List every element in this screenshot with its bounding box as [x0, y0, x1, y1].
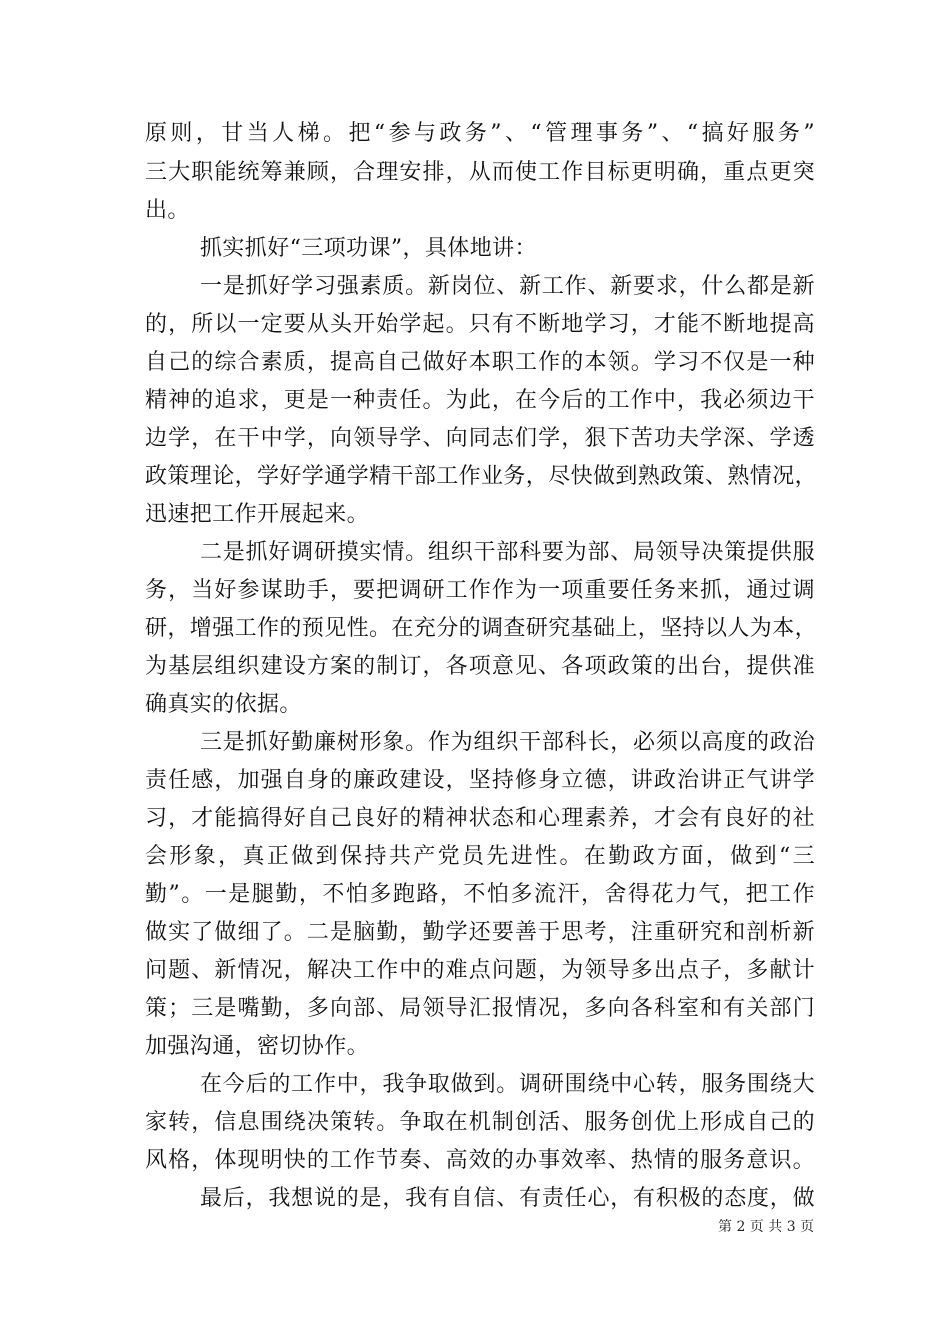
text-line: 为基层组织建设方案的制订，各项意见、各项政策的出台，提供准 — [145, 654, 815, 679]
text-line: 一是抓好学习强素质。新岗位、新工作、新要求，什么都是新 — [200, 274, 815, 299]
text-line: 的，所以一定要从头开始学起。只有不断地学习，才能不断地提高 — [145, 312, 815, 337]
text-line: 边学，在干中学，向领导学、向同志们学，狠下苦功夫学深、学透 — [145, 426, 815, 451]
text-line: 原则，甘当人梯。把“参与政务”、“管理事务”、“搞好服务” — [145, 121, 815, 146]
text-line: 务，当好参谋助手，要把调研工作作为一项重要任务来抓，通过调 — [145, 578, 815, 603]
text-line: 精神的追求，更是一种责任。为此，在今后的工作中，我必须边干 — [145, 388, 815, 413]
text-line: 问题、新情况，解决工作中的难点问题，为领导多出点子，多献计 — [145, 958, 815, 983]
text-line: 研，增强工作的预见性。在充分的调查研究基础上，坚持以人为本， — [145, 616, 818, 641]
text-line: 抓实抓好“三项功课”，具体地讲： — [200, 236, 537, 261]
text-line: 会形象，真正做到保持共产党员先进性。在勤政方面，做到“三 — [145, 844, 815, 869]
text-line: 策；三是嘴勤，多向部、局领导汇报情况，多向各科室和有关部门 — [145, 996, 815, 1021]
text-line: 迅速把工作开展起来。 — [145, 502, 370, 527]
text-line: 三大职能统筹兼顾，合理安排，从而使工作目标更明确，重点更突 — [145, 160, 815, 185]
text-line: 家转，信息围绕决策转。争取在机制创活、服务创优上形成自己的 — [145, 1110, 815, 1135]
text-line: 在今后的工作中，我争取做到。调研围绕中心转，服务围绕大 — [200, 1072, 815, 1097]
text-line: 勤”。一是腿勤，不怕多跑路，不怕多流汗，舍得花力气，把工作 — [145, 882, 815, 907]
text-line: 确真实的依据。 — [145, 692, 302, 717]
text-line: 二是抓好调研摸实情。组织干部科要为部、局领导决策提供服 — [200, 540, 815, 565]
text-line: 责任感，加强自身的廉政建设，坚持修身立德，讲政治讲正气讲学 — [145, 768, 815, 793]
text-line: 政策理论，学好学通学精干部工作业务，尽快做到熟政策、熟情况， — [145, 464, 818, 489]
text-line: 最后，我想说的是，我有自信、有责任心，有积极的态度，做 — [200, 1186, 815, 1211]
text-line: 自己的综合素质，提高自己做好本职工作的本领。学习不仅是一种 — [145, 350, 815, 375]
text-line: 出。 — [145, 198, 190, 223]
page-number: 第 2 页 共 3 页 — [718, 1219, 815, 1235]
text-line: 风格，体现明快的工作节奏、高效的办事效率、热情的服务意识。 — [145, 1148, 815, 1173]
text-line: 三是抓好勤廉树形象。作为组织干部科长，必须以高度的政治 — [200, 730, 815, 755]
text-line: 习，才能搞得好自己良好的精神状态和心理素养，才会有良好的社 — [145, 806, 815, 831]
text-line: 做实了做细了。二是脑勤，勤学还要善于思考，注重研究和剖析新 — [145, 920, 815, 945]
text-line: 加强沟通，密切协作。 — [145, 1034, 370, 1059]
